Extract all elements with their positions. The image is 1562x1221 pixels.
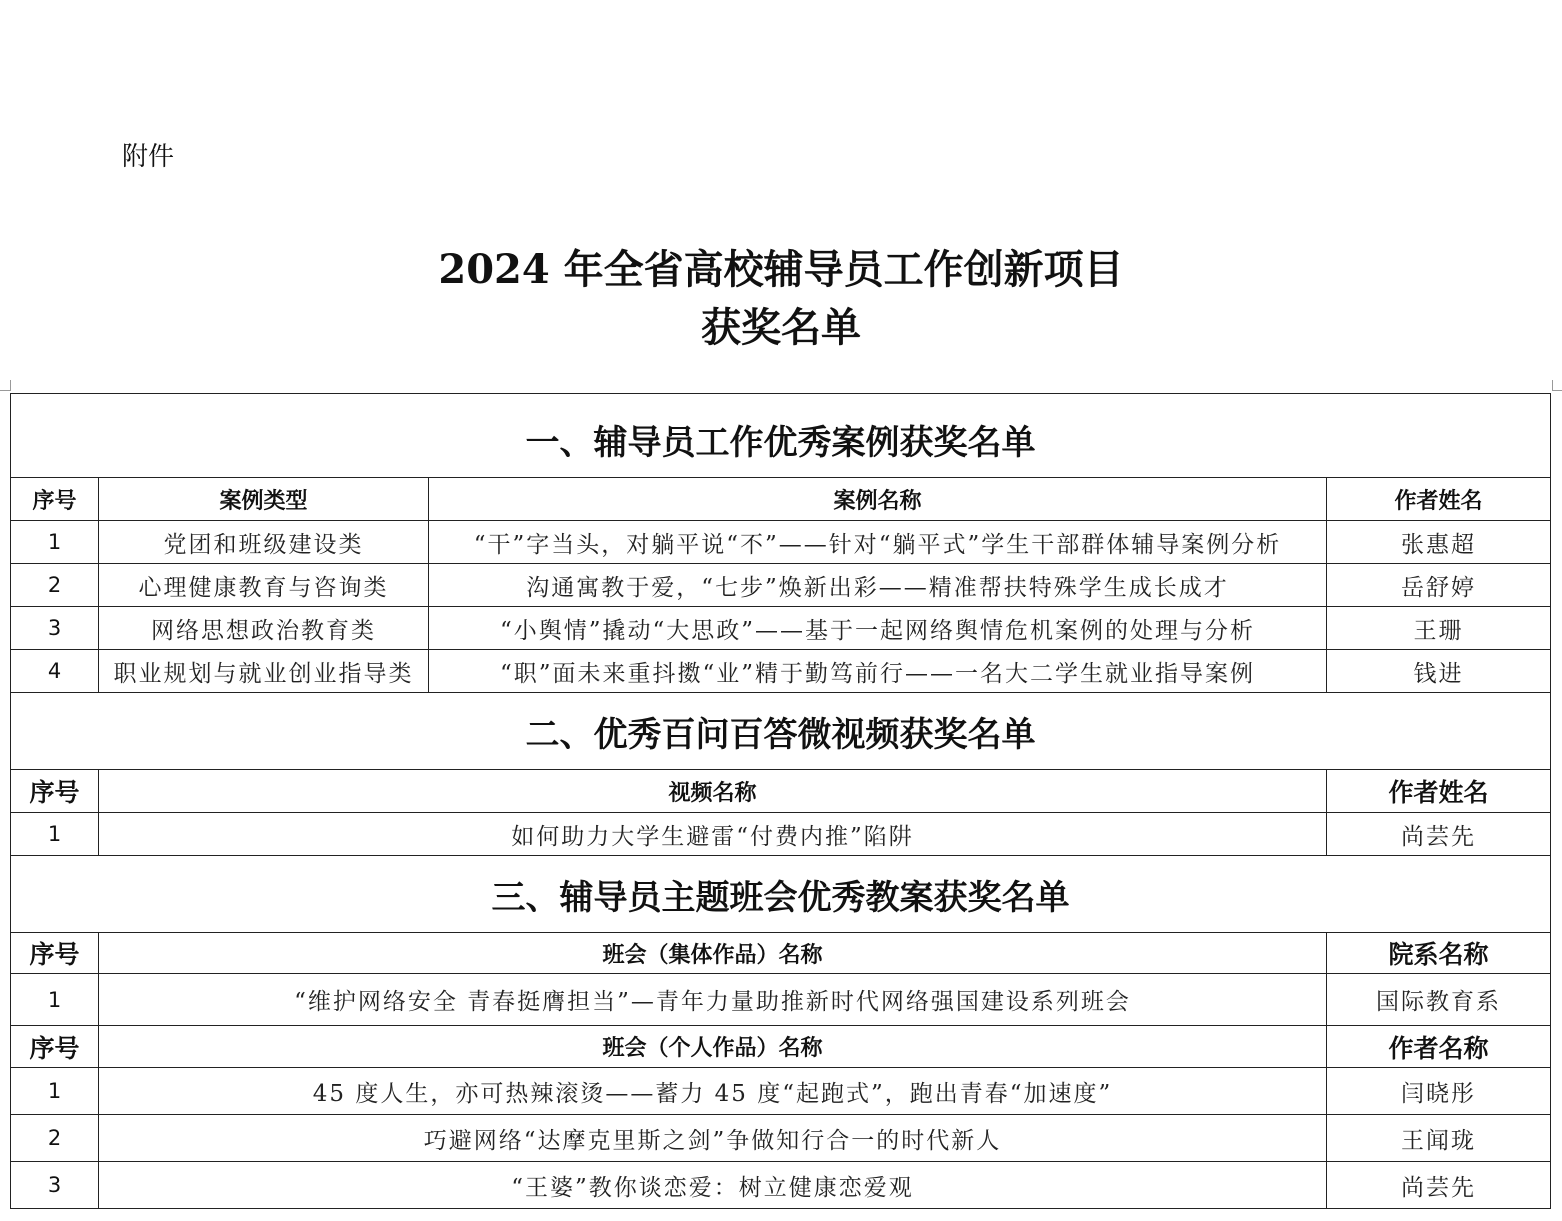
case-type: 网络思想政治教育类 (99, 607, 429, 650)
case-name: 沟通寓教于爱，“七步”焕新出彩——精准帮扶特殊学生成长成才 (429, 564, 1327, 607)
table-row (11, 1115, 1551, 1162)
section2-header-row (11, 770, 1551, 813)
case-type: 党团和班级建设类 (99, 521, 429, 564)
author-name: 尚芸先 (1327, 1162, 1551, 1209)
table-row (11, 521, 1551, 564)
header-serial: 序号 (11, 1026, 99, 1068)
page-corner-mark-right (1552, 380, 1562, 391)
table-row (11, 974, 1551, 1026)
case-name: “干”字当头，对躺平说“不”——针对“躺平式”学生干部群体辅导案例分析 (429, 521, 1327, 564)
document-subtitle: 获奖名单 (701, 304, 861, 351)
header-department: 院系名称 (1327, 933, 1551, 974)
row-serial: 3 (11, 1162, 99, 1209)
page-corner-mark-left (0, 380, 11, 391)
row-serial: 1 (11, 974, 99, 1026)
table-row (11, 564, 1551, 607)
document-title: 2024 年全省高校辅导员工作创新项目 (438, 246, 1124, 293)
header-individual-class-name: 班会（个人作品）名称 (99, 1026, 1327, 1068)
case-name: “小舆情”撬动“大思政”——基于一起网络舆情危机案例的处理与分析 (429, 607, 1327, 650)
case-name: “职”面未来重抖擞“业”精于勤笃前行——一名大二学生就业指导案例 (429, 650, 1327, 693)
header-author: 作者姓名 (1327, 770, 1551, 813)
section1-heading: 一、辅导员工作优秀案例获奖名单 (11, 394, 1551, 478)
class-meeting-name: “王婆”教你谈恋爱：树立健康恋爱观 (99, 1162, 1327, 1209)
case-type: 心理健康教育与咨询类 (99, 564, 429, 607)
table-row (11, 813, 1551, 856)
author-name: 王珊 (1327, 607, 1551, 650)
row-serial: 4 (11, 650, 99, 693)
section3-individual-header-row (11, 1026, 1551, 1068)
table-row (11, 1162, 1551, 1209)
header-author: 作者姓名 (1327, 478, 1551, 521)
author-name: 闫晓彤 (1327, 1068, 1551, 1115)
section2-heading-row (11, 693, 1551, 770)
author-name: 王闻珑 (1327, 1115, 1551, 1162)
video-name: 如何助力大学生避雷“付费内推”陷阱 (99, 813, 1327, 856)
author-name: 岳舒婷 (1327, 564, 1551, 607)
section1-heading-row (11, 394, 1551, 478)
section3-group-header-row (11, 933, 1551, 974)
row-serial: 1 (11, 813, 99, 856)
section3-heading-row (11, 856, 1551, 933)
author-name: 钱进 (1327, 650, 1551, 693)
row-serial: 2 (11, 564, 99, 607)
department-name: 国际教育系 (1327, 974, 1551, 1026)
attachment-label: 附件 (122, 142, 175, 172)
table-row (11, 607, 1551, 650)
header-group-class-name: 班会（集体作品）名称 (99, 933, 1327, 974)
author-name: 尚芸先 (1327, 813, 1551, 856)
author-name: 张惠超 (1327, 521, 1551, 564)
row-serial: 1 (11, 521, 99, 564)
row-serial: 1 (11, 1068, 99, 1115)
header-serial: 序号 (11, 478, 99, 521)
section1-header-row (11, 478, 1551, 521)
row-serial: 3 (11, 607, 99, 650)
header-author: 作者名称 (1327, 1026, 1551, 1068)
header-serial: 序号 (11, 770, 99, 813)
header-case-name: 案例名称 (429, 478, 1327, 521)
class-meeting-name: 45 度人生，亦可热辣滚烫——蓄力 45 度“起跑式”，跑出青春“加速度” (99, 1068, 1327, 1115)
header-case-type: 案例类型 (99, 478, 429, 521)
header-serial: 序号 (11, 933, 99, 974)
section3-heading: 三、辅导员主题班会优秀教案获奖名单 (11, 856, 1551, 933)
case-type: 职业规划与就业创业指导类 (99, 650, 429, 693)
class-meeting-name: “维护网络安全 青春挺膺担当”—青年力量助推新时代网络强国建设系列班会 (99, 974, 1327, 1026)
row-serial: 2 (11, 1115, 99, 1162)
table-row (11, 650, 1551, 693)
awards-table (10, 393, 1551, 1209)
header-video-name: 视频名称 (99, 770, 1327, 813)
class-meeting-name: 巧避网络“达摩克里斯之剑”争做知行合一的时代新人 (99, 1115, 1327, 1162)
section2-heading: 二、优秀百问百答微视频获奖名单 (11, 693, 1551, 770)
table-row (11, 1068, 1551, 1115)
